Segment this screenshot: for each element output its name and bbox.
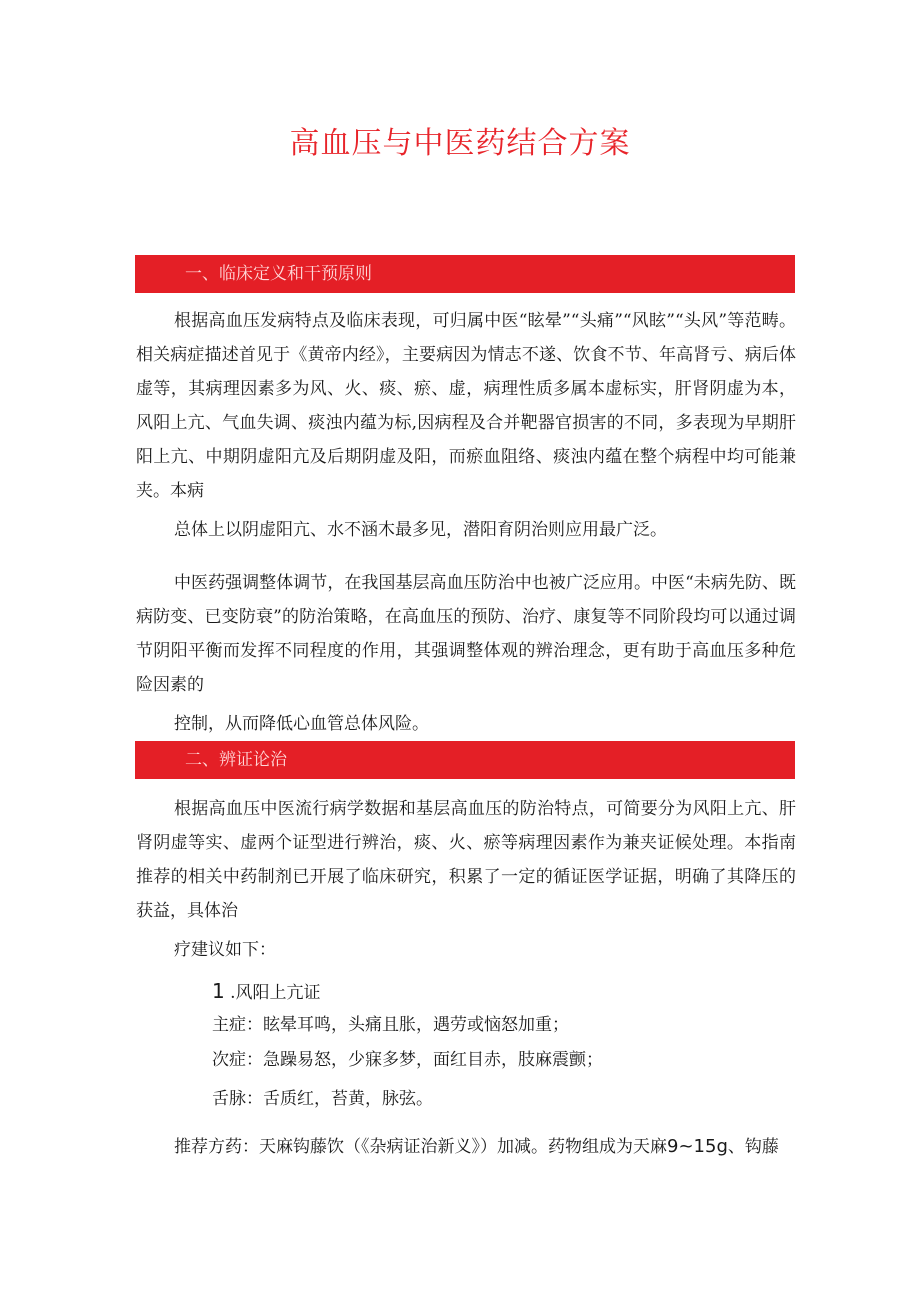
- syndrome-item-heading: [212, 974, 321, 1010]
- section-heading-clinical-definition: 一、临床定义和干预原则: [135, 255, 795, 293]
- recommended-prescription-line: [174, 1130, 779, 1164]
- paragraph-syndrome-types: 根据高血压中医流行病学数据和基层高血压的防治特点，可简要分为风阳上亢、肝肾阴虚等实、虚两个证型进行辨治，痰、火、瘀等病理因素作为兼夹证候处理。本指南推荐的相关中药制剂已开展了临床研究，积累了一定的循证医学证据，明确了其降压的获益，具体治: [136, 799, 796, 921]
- main-symptom-line: 主症：眩晕耳鸣，头痛且胀，遇劳或恼怒加重；: [212, 1015, 569, 1035]
- recommended-prescription-tail: 、钩藤: [727, 1137, 779, 1157]
- paragraph-risk-control: 控制，从而降低心血管总体风险。: [174, 714, 429, 734]
- section-heading-syndrome-differentiation: 二、辨证论治: [135, 741, 795, 779]
- secondary-symptom-line: 次症：急躁易怒，少寐多梦，面红目赤，肢麻震颤；: [212, 1050, 603, 1070]
- tongue-pulse-line: 舌脉：舌质红，苔黄，脉弦。: [212, 1089, 433, 1109]
- paragraph-treatment-principle: 总体上以阴虚阳亢、水不涵木最多见，潜阳育阴治则应用最广泛。: [174, 520, 667, 540]
- syndrome-item-title: .风阳上亢证: [230, 983, 321, 1003]
- recommended-prescription-text: 推荐方药：天麻钩藤饮（《杂病证治新义》）加减。药物组成为天麻: [174, 1137, 667, 1157]
- dose-value: 9~15g: [667, 1136, 728, 1157]
- paragraph-tcm-overview: 中医药强调整体调节，在我国基层高血压防治中也被广泛应用。中医“未病先防、既病防变、已变防衰”的防治策略，在高血压的预防、治疗、康复等不同阶段均可以通过调节阴阳平衡而发挥不同程度的作用，其强调整体观的辨治理念，更有助于高血压多种危险因素的: [136, 573, 796, 695]
- paragraph-clinical-definition: 根据高血压发病特点及临床表现，可归属中医“眩晕”“头痛”“风眩”“头风”等范畴。相关病症描述首见于《黄帝内经》，主要病因为情志不遂、饮食不节、年高肾亏、病后体虚等，其病理因素多为风、火、痰、瘀、虚，病理性质多属本虚标实，肝肾阴虚为本，风阳上亢、气血失调、痰浊内蕴为标,因病程及合并靶器官损害的不同，多表现为早期肝阳上亢、中期阴虚阳亢及后期阴虚及阳，而瘀血阻络、痰浊内蕴在整个病程中均可能兼夹。本病: [136, 311, 796, 501]
- syndrome-item-number: 1: [212, 979, 225, 1003]
- document-title: 高血压与中医药结合方案: [289, 126, 631, 161]
- paragraph-suggestions-intro: 疗建议如下：: [174, 940, 276, 960]
